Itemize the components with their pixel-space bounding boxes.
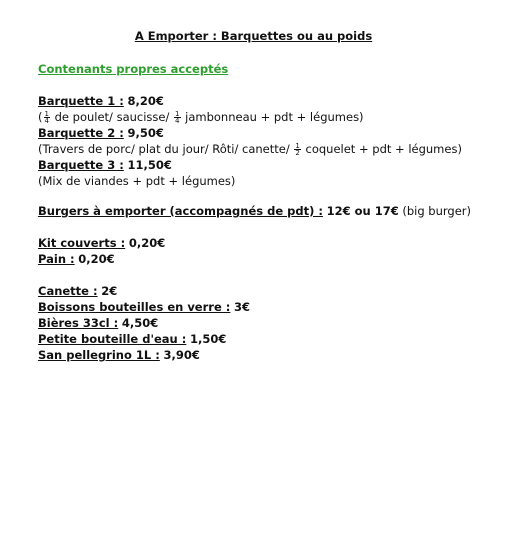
extras-section — [38, 235, 498, 267]
frac-den: 4 — [44, 117, 49, 125]
barquette-1-price: 8,20€ — [127, 94, 164, 108]
drinks-section — [38, 283, 498, 363]
canette-price: 2€ — [101, 284, 118, 298]
pain-label: Pain : — [38, 252, 75, 266]
burgers-label: Burgers à emporter (accompagnés de pdt) : — [38, 204, 323, 218]
desc-end: jambonneau + pdt + légumes) — [185, 110, 364, 124]
frac-den: 2 — [295, 149, 300, 157]
bieres-label: Bières 33cl : — [38, 316, 119, 330]
burgers-price: 12€ ou 17€ — [326, 204, 399, 218]
fraction-quarter — [174, 111, 180, 124]
eau-label: Petite bouteille d'eau : — [38, 332, 187, 346]
kit-couverts-label: Kit couverts : — [38, 236, 126, 250]
barquette-3-price: 11,50€ — [127, 158, 172, 172]
extra-item — [38, 251, 498, 267]
containers-note: Contenants propres acceptés — [38, 62, 229, 76]
barquette-2-description — [38, 141, 498, 157]
kit-couverts-price: 0,20€ — [128, 236, 166, 250]
frac-den: 4 — [175, 117, 180, 125]
barquettes-section — [38, 93, 498, 189]
desc-mid: de poulet/ saucisse/ — [54, 110, 170, 124]
drink-item — [38, 331, 498, 347]
frac-num: 1 — [44, 110, 49, 118]
barquette-2-line — [38, 125, 498, 141]
barquette-3-description: (Mix de viandes + pdt + légumes) — [38, 174, 236, 188]
desc-end: coquelet + pdt + légumes) — [305, 142, 462, 156]
desc-open: ( — [38, 110, 43, 124]
barquette-3-line — [38, 157, 498, 173]
drink-item — [38, 347, 498, 363]
barquette-1-label: Barquette 1 : — [38, 94, 124, 108]
drink-item — [38, 283, 498, 299]
fraction-half — [294, 143, 300, 156]
extra-item — [38, 235, 498, 251]
frac-num: 1 — [295, 142, 300, 150]
barquette-2-price: 9,50€ — [127, 126, 164, 140]
bieres-price: 4,50€ — [121, 316, 159, 330]
frac-num: 1 — [175, 110, 180, 118]
barquette-1-description — [38, 109, 498, 125]
san-pellegrino-price: 3,90€ — [163, 348, 200, 362]
barquette-2-label: Barquette 2 : — [38, 126, 124, 140]
page-title: A Emporter : Barquettes ou au poids — [134, 29, 373, 43]
eau-price: 1,50€ — [189, 332, 227, 346]
pain-price: 0,20€ — [78, 252, 115, 266]
boissons-verre-price: 3€ — [234, 300, 251, 314]
canette-label: Canette : — [38, 284, 98, 298]
burgers-note: (big burger) — [402, 204, 472, 218]
barquette-3-label: Barquette 3 : — [38, 158, 124, 172]
drink-item — [38, 315, 498, 331]
boissons-verre-label: Boissons bouteilles en verre : — [38, 300, 231, 314]
desc-start: (Travers de porc/ plat du jour/ Rôti/ canette/ — [38, 142, 290, 156]
drink-item — [38, 299, 498, 315]
barquette-1-line — [38, 93, 498, 109]
burgers-line — [38, 203, 498, 219]
san-pellegrino-label: San pellegrino 1L : — [38, 348, 160, 362]
fraction-quarter — [44, 111, 50, 124]
burgers-section — [38, 203, 498, 219]
